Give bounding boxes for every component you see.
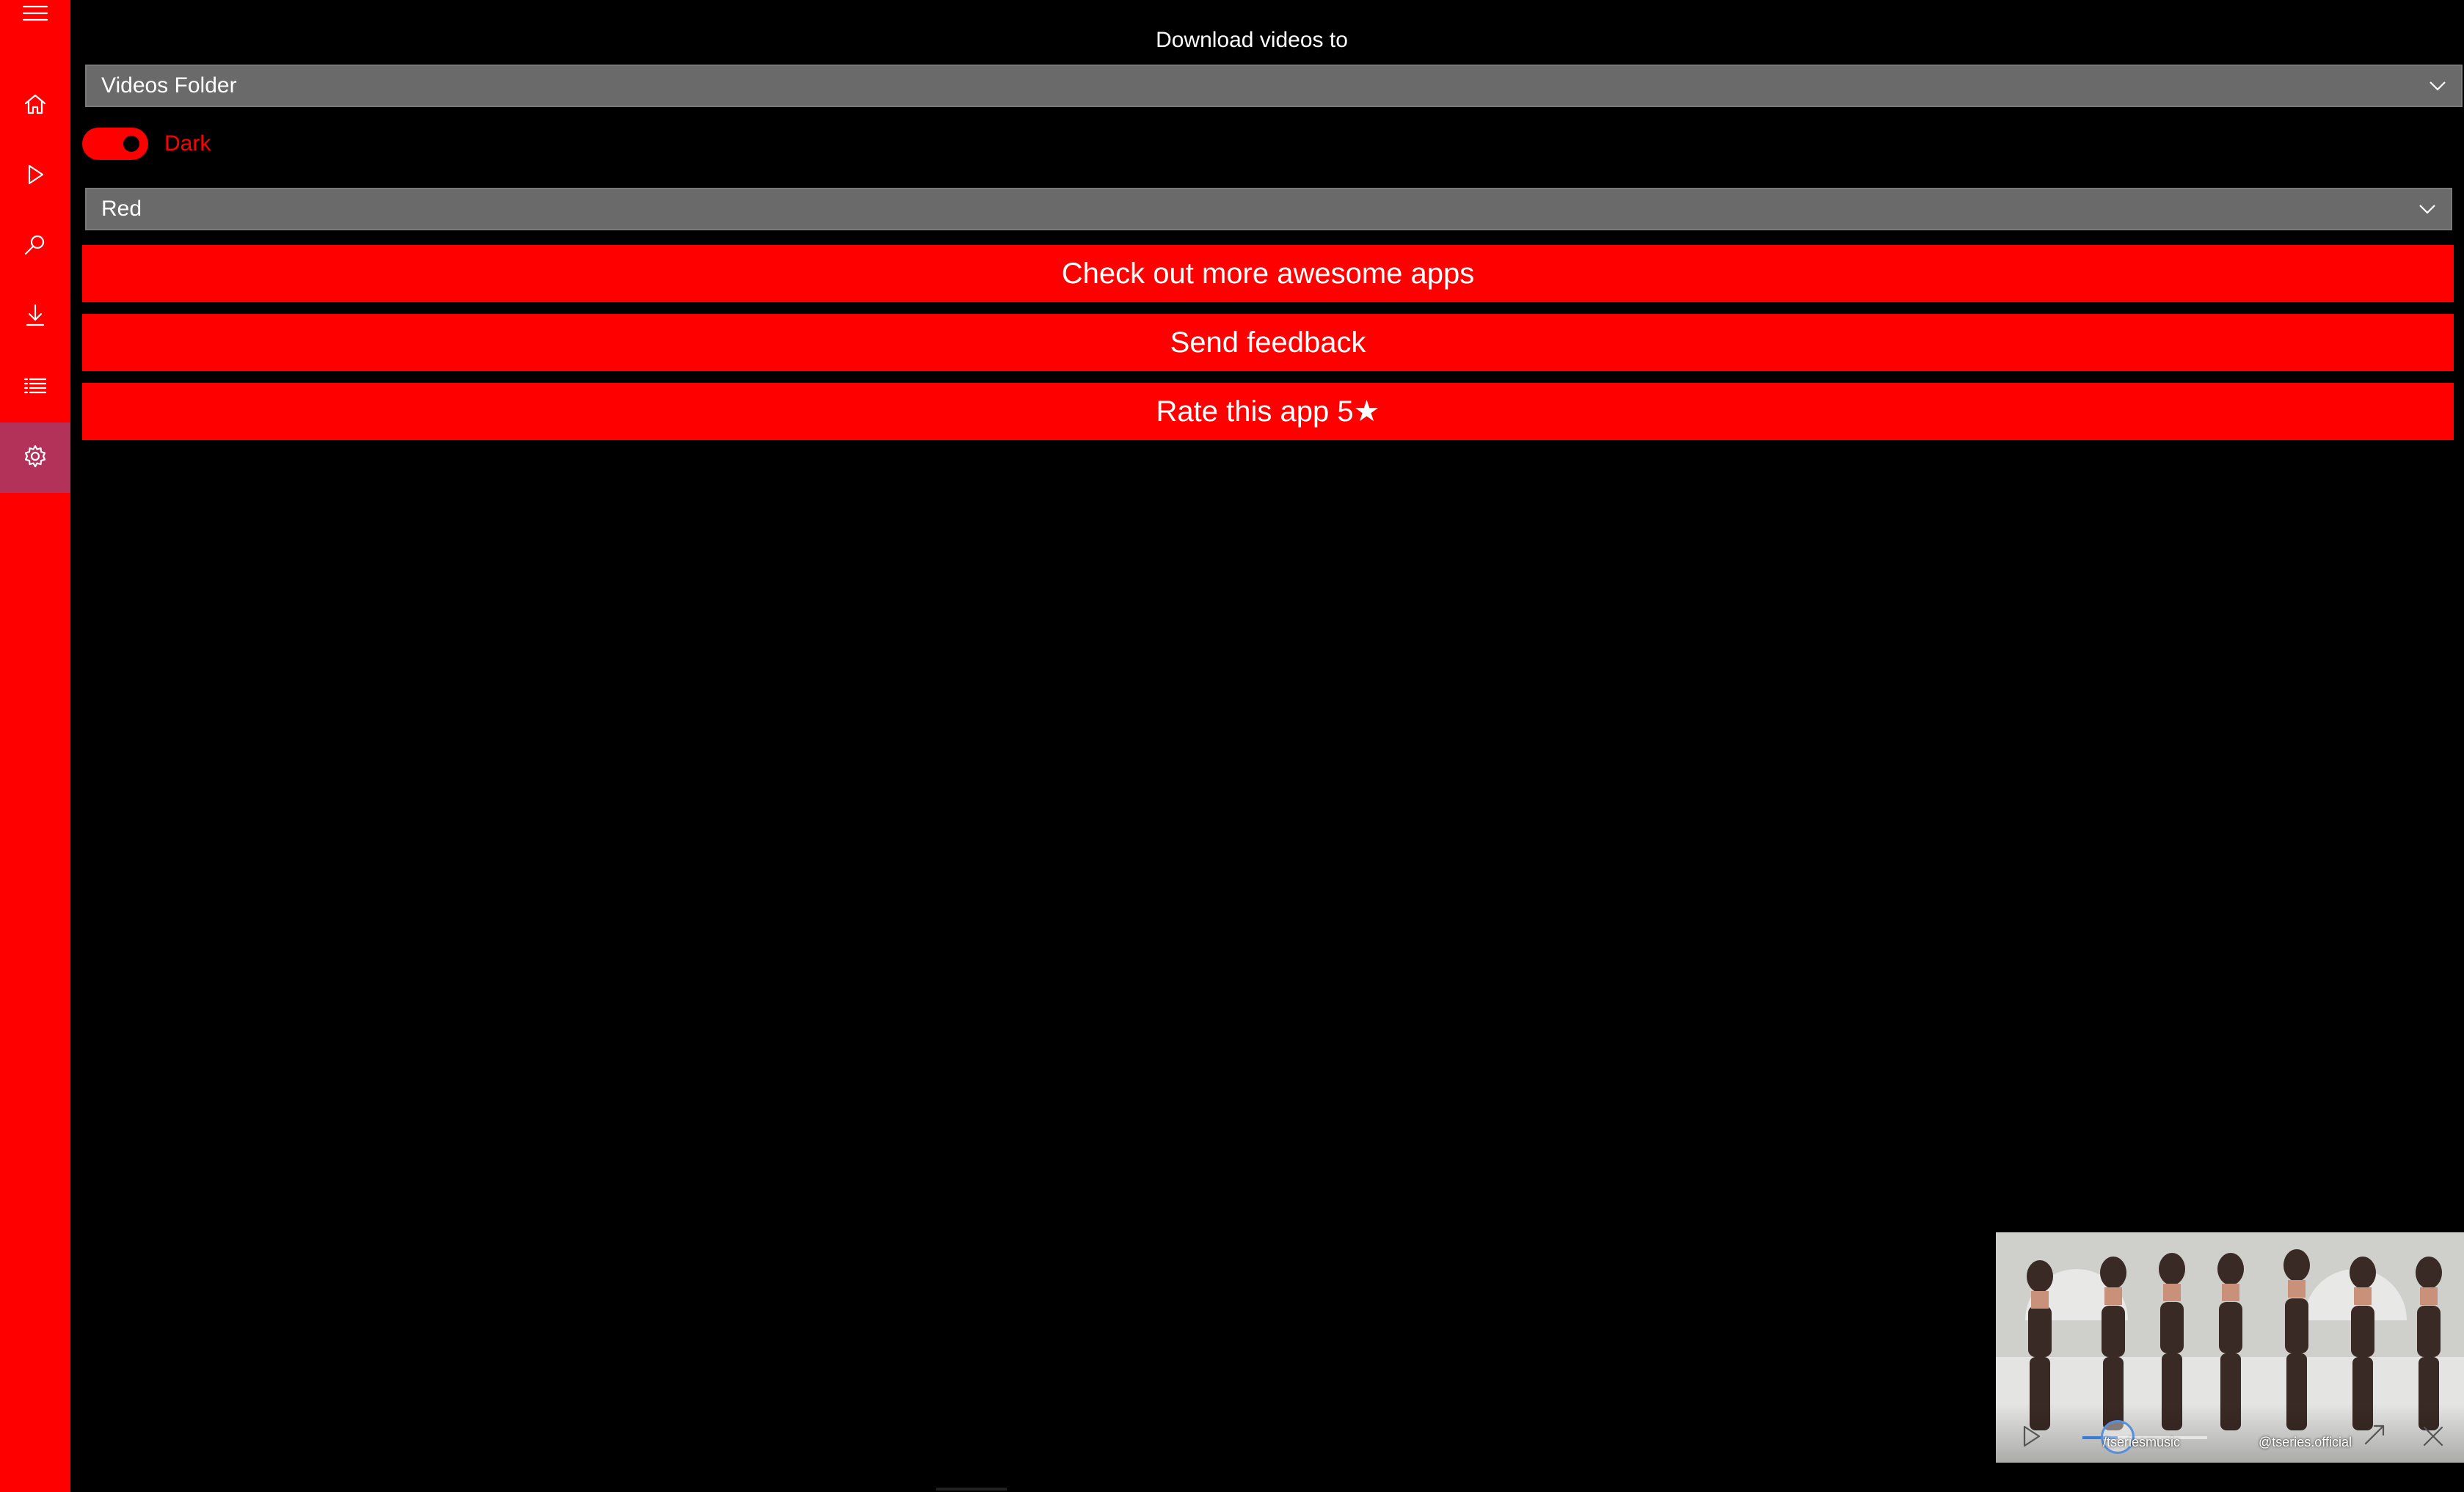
player-expand-button[interactable]	[2360, 1420, 2389, 1449]
sidebar	[0, 0, 70, 1492]
send-feedback-button[interactable]: Send feedback	[82, 314, 2454, 371]
video-overlay-tag-left: /tseriesmusic	[2103, 1435, 2181, 1449]
nav-play-button[interactable]	[0, 141, 70, 211]
download-folder-value: Videos Folder	[101, 73, 237, 98]
nav-home-button[interactable]	[0, 70, 70, 141]
close-icon	[2419, 1441, 2448, 1454]
download-location-label: Download videos to	[1156, 28, 1348, 52]
download-icon	[22, 302, 48, 332]
theme-toggle-label: Dark	[164, 131, 211, 156]
player-close-button[interactable]	[2419, 1422, 2448, 1451]
bottom-divider	[936, 1488, 1007, 1491]
chevron-down-icon	[2417, 199, 2438, 219]
rate-app-button[interactable]: Rate this app 5★	[82, 383, 2454, 440]
dark-theme-toggle[interactable]	[82, 128, 148, 160]
accent-color-value: Red	[101, 197, 142, 221]
hamburger-icon	[22, 0, 48, 30]
list-icon	[22, 373, 48, 403]
play-icon	[2016, 1441, 2046, 1454]
video-overlay-tag-right: @tseries.official	[2259, 1435, 2352, 1449]
player-controls	[1996, 1404, 2464, 1463]
player-play-button[interactable]	[2016, 1422, 2046, 1451]
hamburger-menu-button[interactable]	[0, 0, 70, 50]
toggle-knob	[123, 136, 139, 152]
gear-icon	[22, 443, 48, 473]
play-icon	[22, 161, 48, 191]
chevron-down-icon	[2427, 76, 2448, 96]
nav-settings-button[interactable]	[0, 423, 70, 493]
search-icon	[22, 232, 48, 262]
mini-video-player[interactable]	[1996, 1232, 2464, 1463]
expand-icon	[2360, 1440, 2389, 1452]
nav-downloads-button[interactable]	[0, 282, 70, 352]
download-folder-dropdown[interactable]	[85, 65, 2463, 107]
accent-color-dropdown[interactable]	[85, 188, 2452, 230]
nav-playlist-button[interactable]	[0, 352, 70, 423]
nav-search-button[interactable]	[0, 211, 70, 282]
more-apps-button[interactable]: Check out more awesome apps	[82, 245, 2454, 302]
home-icon	[22, 91, 48, 121]
